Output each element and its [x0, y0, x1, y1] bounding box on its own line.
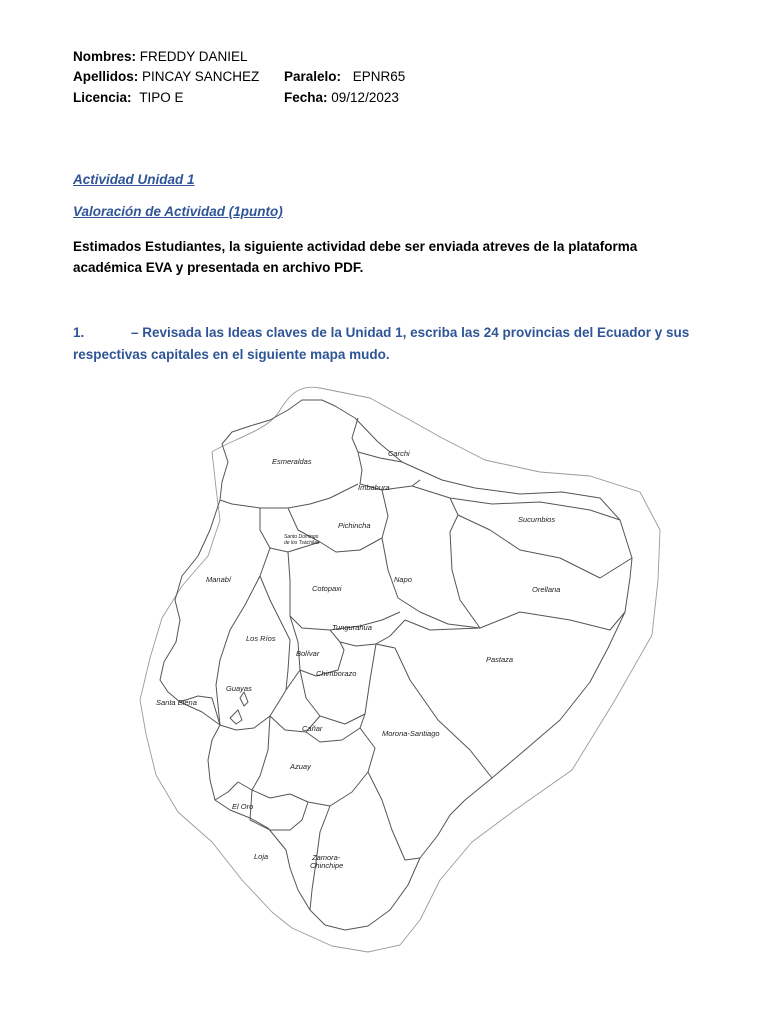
boundary-esmeraldas-south	[220, 484, 358, 508]
paralelo-value: EPNR65	[352, 69, 406, 84]
licencia-value: TIPO E	[139, 90, 184, 105]
label-bolivar: Bolívar	[296, 649, 320, 658]
nombres-value: FREDDY DANIEL	[139, 49, 248, 64]
label-pastaza: Pastaza	[486, 655, 514, 664]
activity-valuation-link[interactable]: Valoración de Actividad (1punto)	[73, 204, 283, 219]
label-pichincha: Pichincha	[338, 521, 371, 530]
label-los-rios: Los Ríos	[246, 634, 276, 643]
gulf-islands	[230, 692, 248, 724]
label-tungurahua: Tungurahua	[332, 623, 372, 632]
header-row-apellidos	[73, 68, 259, 86]
label-imbabura: Imbabura	[358, 483, 390, 492]
activity-title-link[interactable]: Actividad Unidad 1	[73, 172, 195, 187]
label-loja: Loja	[254, 852, 269, 861]
label-el-oro: El Oro	[232, 802, 254, 811]
label-guayas: Guayas	[226, 684, 252, 693]
paralelo-label: Paralelo:	[284, 69, 342, 84]
apellidos-label: Apellidos:	[73, 69, 139, 84]
boundary-orellana	[458, 515, 632, 578]
boundary-napo	[382, 498, 480, 628]
label-zamora-2: Chinchipe	[310, 861, 344, 870]
boundary-cotopaxi	[288, 552, 400, 630]
label-cotopaxi: Cotopaxi	[312, 584, 342, 593]
label-chimborazo: Chimborazo	[316, 669, 357, 678]
label-zamora-1: Zamora-	[312, 853, 341, 862]
boundary-pastaza	[405, 612, 625, 630]
fecha-value: 09/12/2023	[331, 90, 399, 105]
intro-paragraph	[73, 236, 673, 278]
boundary-morona-santiago	[376, 644, 492, 778]
intro-line-2: académica EVA y presentada en archivo PDF.	[73, 260, 364, 275]
nombres-label: Nombres:	[73, 49, 137, 64]
question-line-1: – Revisada las Ideas claves de la Unidad 1, escriba las 24 provincias del Ecuador y sus	[131, 325, 690, 340]
label-manabi: Manabí	[206, 575, 232, 584]
header-row-nombres	[73, 48, 248, 66]
header-row-licencia	[73, 89, 184, 107]
header-row-fecha	[284, 89, 399, 107]
ecuador-blank-map	[120, 380, 665, 960]
question-1	[73, 322, 693, 366]
licencia-label: Licencia:	[73, 90, 132, 105]
label-santo-domingo-1: Santo Domingo	[284, 534, 319, 540]
fecha-label: Fecha:	[284, 90, 328, 105]
label-carchi: Carchi	[388, 449, 410, 458]
label-orellana: Orellana	[532, 585, 561, 594]
boundary-los-rios	[260, 576, 290, 690]
boundary-zamora	[310, 772, 420, 910]
label-santa-elena: Santa Elena	[156, 698, 197, 707]
boundary-sucumbios	[412, 486, 620, 520]
label-napo: Napo	[394, 575, 412, 584]
boundary-guayas	[220, 670, 300, 730]
question-number: 1.	[73, 325, 85, 340]
province-labels	[156, 449, 560, 870]
header-row-paralelo	[284, 68, 405, 86]
label-esmeraldas: Esmeraldas	[272, 457, 312, 466]
label-azuay: Azuay	[290, 762, 311, 771]
apellidos-value: PINCAY SANCHEZ	[142, 69, 260, 84]
label-santo-domingo-2: de los Tsáchilas	[284, 540, 320, 546]
question-line-2: respectivas capitales en el siguiente mapa mudo.	[73, 347, 390, 362]
country-outline	[160, 400, 632, 930]
label-sucumbios: Sucumbios	[518, 515, 556, 524]
label-morona-santiago: Morona-Santiago	[382, 729, 440, 738]
intro-line-1: Estimados Estudiantes, la siguiente actividad debe ser enviada atreves de la plataforma	[73, 239, 638, 254]
boundary-el-oro	[215, 782, 252, 800]
label-canar: Cañar	[302, 724, 323, 733]
